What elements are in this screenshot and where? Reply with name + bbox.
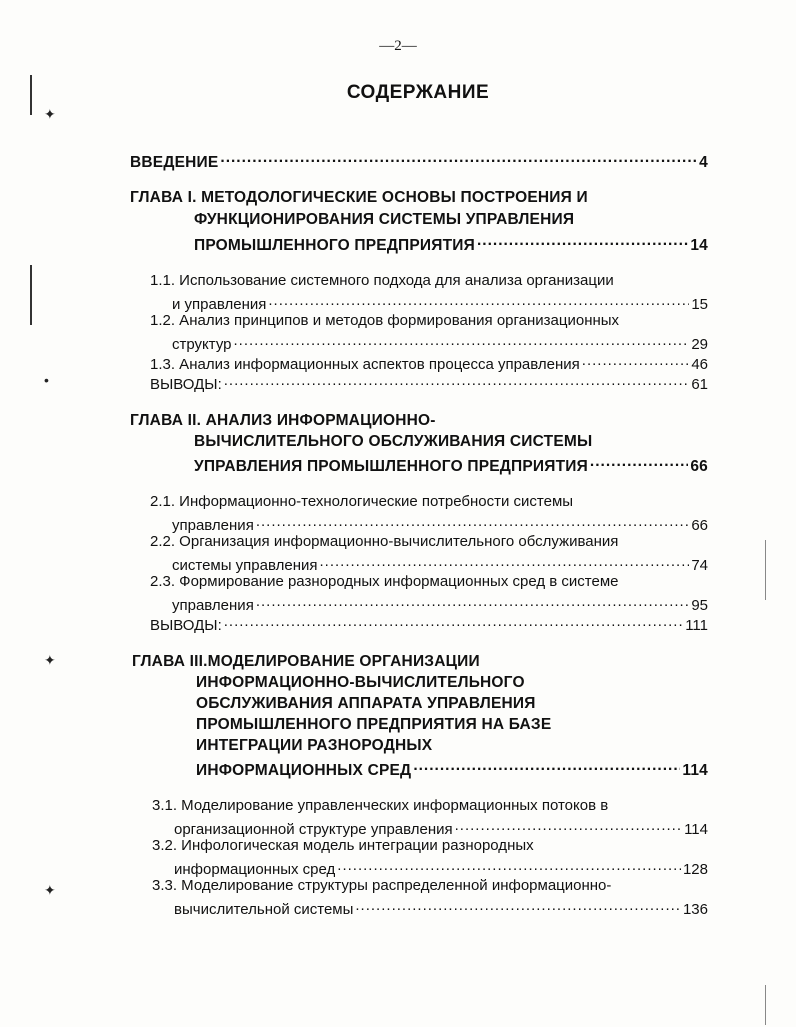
toc-section-line: организационной структуре управления [174, 820, 453, 838]
toc-section-line: управления [172, 596, 254, 614]
dot-leader [224, 372, 690, 389]
scan-speck-icon: ✦ [44, 882, 56, 898]
dot-leader [413, 758, 680, 775]
chapter-3-heading-line: ИНТЕГРАЦИИ РАЗНОРОДНЫХ [196, 737, 433, 754]
toc-section-line: вычислительной системы [174, 900, 354, 918]
toc-entry-section-3-1 [174, 817, 708, 838]
scan-speck-icon: • [44, 372, 49, 388]
scan-speck-icon: ✦ [44, 652, 56, 668]
toc-section-line: 2.2. Организация информационно-вычислительного обслуживания [150, 533, 619, 550]
toc-page-number: 4 [699, 154, 708, 172]
chapter-1-heading-line: ГЛАВА I. МЕТОДОЛОГИЧЕСКИЕ ОСНОВЫ ПОСТРОЕНИЯ И [130, 189, 588, 206]
dot-leader [477, 233, 688, 250]
scan-speck-icon: ✦ [44, 106, 56, 122]
toc-page-number: 128 [682, 860, 708, 878]
toc-entry-intro [130, 150, 708, 172]
dot-leader [256, 513, 690, 530]
chapter-3-heading-line: ОБСЛУЖИВАНИЯ АППАРАТА УПРАВЛЕНИЯ [196, 695, 536, 712]
toc-entry-section-1-1 [172, 292, 708, 313]
page-number: —2— [379, 38, 417, 54]
toc-page-number: 14 [690, 237, 708, 255]
dot-leader [256, 593, 690, 610]
chapter-3-heading-line: ИНФОРМАЦИОННО-ВЫЧИСЛИТЕЛЬНОГО [196, 674, 525, 691]
toc-page-number: 46 [691, 355, 708, 373]
toc-section-line: 3.1. Моделирование управленческих информационных потоков в [152, 797, 609, 814]
dot-leader [268, 292, 689, 309]
toc-section-line: системы управления [172, 556, 318, 574]
toc-section-line: 3.2. Инфологическая модель интеграции разнородных [152, 837, 534, 854]
toc-page-number: 66 [690, 458, 708, 476]
dot-leader [582, 352, 690, 369]
toc-section-line: 3.3. Моделирование структуры распределенной информационно- [152, 877, 612, 894]
toc-entry-chapter-1 [194, 233, 708, 255]
chapter-2-heading-line: ГЛАВА II. АНАЛИЗ ИНФОРМАЦИОННО- [130, 412, 436, 429]
toc-page-number: 61 [691, 375, 708, 393]
chapter-1-heading-line: ПРОМЫШЛЕННОГО ПРЕДПРИЯТИЯ [194, 237, 475, 255]
toc-entry-section-3-2 [174, 857, 708, 878]
toc-entry-chapter-3 [196, 758, 708, 780]
chapter-3-heading-line: ГЛАВА III.МОДЕЛИРОВАНИЕ ОРГАНИЗАЦИИ [132, 653, 480, 670]
toc-entry-chapter-2 [194, 454, 708, 476]
toc-section-line: 2.3. Формирование разнородных информационных сред в системе [150, 573, 619, 590]
toc-page-number: 29 [691, 335, 708, 353]
dot-leader [355, 897, 681, 914]
toc-page-number: 111 [685, 616, 708, 634]
toc-entry-label: ВЫВОДЫ: [150, 616, 222, 634]
toc-entry-label: ВЫВОДЫ: [150, 375, 222, 393]
toc-section-line: информационных сред [174, 860, 336, 878]
toc-entry-section-3-3 [174, 897, 708, 918]
dot-leader [220, 150, 697, 167]
chapter-2-heading-line: УПРАВЛЕНИЯ ПРОМЫШЛЕННОГО ПРЕДПРИЯТИЯ [194, 458, 588, 476]
toc-entry-section-1-2 [172, 332, 708, 353]
chapter-3-heading-line: ПРОМЫШЛЕННОГО ПРЕДПРИЯТИЯ НА БАЗЕ [196, 716, 552, 733]
toc-entry-label: ВВЕДЕНИЕ [130, 154, 219, 172]
chapter-1-heading-line: ФУНКЦИОНИРОВАНИЯ СИСТЕМЫ УПРАВЛЕНИЯ [194, 211, 575, 228]
toc-page-number: 114 [682, 762, 708, 780]
toc-entry-section-2-2 [172, 553, 708, 574]
toc-section-line: 1.1. Использование системного подхода для анализа организации [150, 272, 614, 289]
dot-leader [455, 817, 682, 834]
toc-section-line: управления [172, 516, 254, 534]
dot-leader [234, 332, 690, 349]
toc-entry-conclusions-2 [150, 613, 708, 634]
toc-entry-section-2-1 [172, 513, 708, 534]
toc-page-number: 74 [691, 556, 708, 574]
page-title: СОДЕРЖАНИЕ [346, 82, 490, 103]
toc-entry-conclusions-1 [150, 372, 708, 393]
dot-leader [590, 454, 688, 471]
toc-entry-section-2-3 [172, 593, 708, 614]
chapter-2-heading-line: ВЫЧИСЛИТЕЛЬНОГО ОБСЛУЖИВАНИЯ СИСТЕМЫ [194, 433, 593, 450]
toc-section-line: 1.2. Анализ принципов и методов формирования организационных [150, 312, 620, 329]
toc-page-number: 114 [684, 820, 708, 838]
toc-page-number: 66 [691, 516, 708, 534]
toc-section-line: структур [172, 335, 232, 353]
toc-section-line: и управления [172, 295, 267, 313]
toc-section-line: 2.1. Информационно-технологические потребности системы [150, 493, 574, 510]
dot-leader [320, 553, 690, 570]
toc-section-line: 1.3. Анализ информационных аспектов процесса управления [150, 355, 580, 373]
toc-page-number: 95 [691, 596, 708, 614]
dot-leader [337, 857, 681, 874]
toc-page-number: 136 [682, 900, 708, 918]
chapter-3-heading-line: ИНФОРМАЦИОННЫХ СРЕД [196, 762, 412, 780]
toc-page-number: 15 [691, 295, 708, 313]
toc-entry-section-1-3 [150, 352, 708, 373]
dot-leader [224, 613, 683, 630]
